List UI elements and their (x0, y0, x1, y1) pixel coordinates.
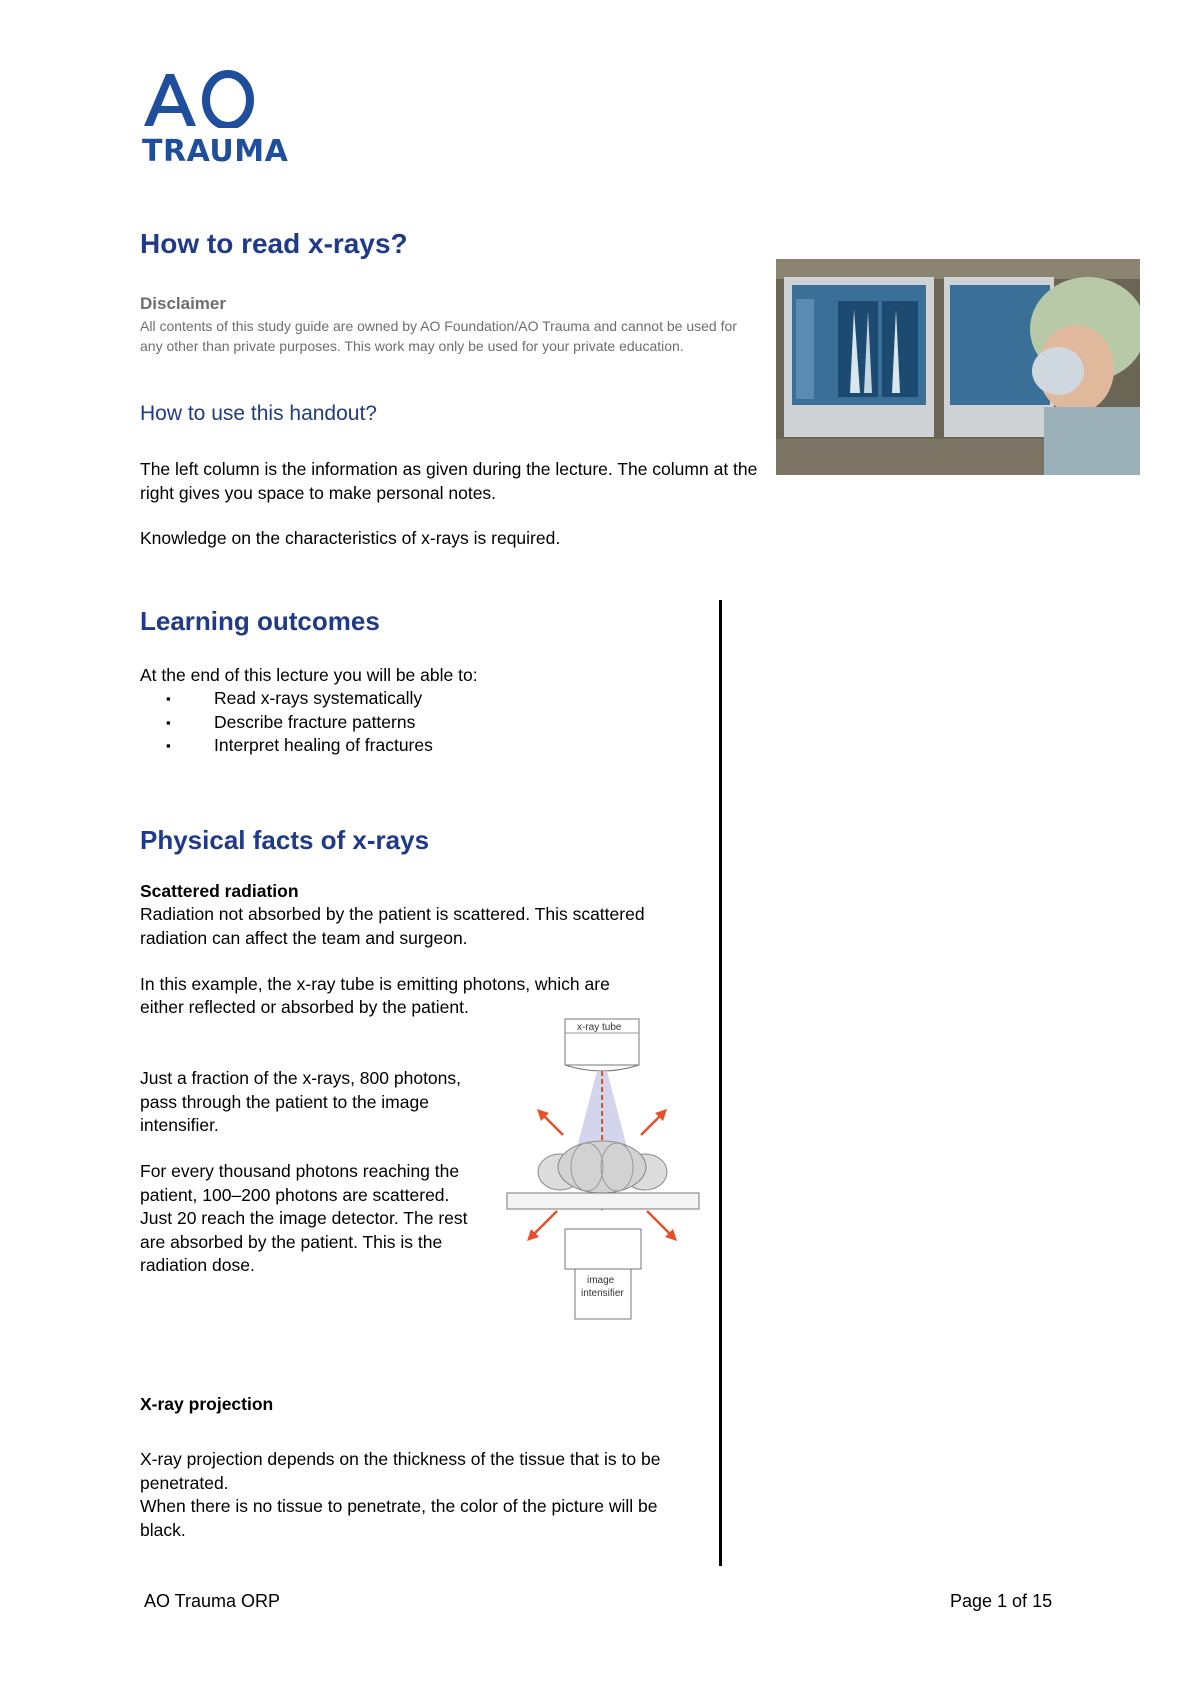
logo-trauma-text: TRAUMA (142, 134, 289, 169)
projection-paragraph-2: When there is no tissue to penetrate, the color of the picture will be black. (140, 1496, 658, 1540)
footer-left: AO Trauma ORP (144, 1591, 281, 1611)
list-item: ▪ Read x-rays systematically (166, 687, 433, 711)
disclaimer-text: All contents of this study guide are owned by AO Foundation/AO Trauma and cannot be used for any other than private purposes. This work may only be used for your private education. (140, 318, 737, 354)
physical-facts-heading: Physical facts of x-rays (140, 825, 430, 855)
intensifier-label-2: intensifier (581, 1288, 624, 1299)
column-divider (719, 600, 722, 1566)
surgeon-reading-xrays-photo (776, 259, 1140, 475)
scatter-paragraph-2b: either reflected or absorbed by the patient. (140, 997, 469, 1017)
tube-label: x-ray tube (577, 1022, 622, 1033)
scatter-paragraph-2a: In this example, the x-ray tube is emitting photons, which are (140, 974, 610, 994)
xray-projection-heading: X-ray projection (140, 1394, 274, 1414)
learning-outcomes-list (166, 687, 433, 758)
scatter-paragraph-1: Radiation not absorbed by the patient is scattered. This scattered radiation can affect the team and surgeon. (140, 904, 645, 948)
usage-paragraph-2: Knowledge on the characteristics of x-rays is required. (140, 528, 561, 548)
intensifier-label-1: image (587, 1275, 615, 1286)
disclaimer-heading: Disclaimer (140, 294, 226, 313)
scatter-paragraph-3: Just a fraction of the x-rays, 800 photons, pass through the patient to the image intensifier. (140, 1068, 462, 1135)
usage-heading: How to use this handout? (140, 402, 377, 425)
page-number: Page 1 of 15 (950, 1591, 1053, 1611)
learning-outcomes-heading: Learning outcomes (140, 606, 380, 636)
xray-scatter-diagram (505, 1015, 701, 1320)
list-item: ▪ Interpret healing of fractures (166, 734, 433, 758)
scatter-paragraph-4: For every thousand photons reaching the patient, 100–200 photons are scattered. Just 20 reach the image detector. The rest are absorbed by the patient. This is the radiation dose. (140, 1161, 468, 1275)
scattered-radiation-heading: Scattered radiation (140, 881, 299, 901)
list-item: ▪ Describe fracture patterns (166, 711, 433, 735)
usage-paragraph-1: The left column is the information as given during the lecture. The column at the right gives you space to make personal notes. (140, 459, 758, 503)
ao-logo-mark (140, 70, 255, 128)
projection-paragraph-1: X-ray projection depends on the thickness of the tissue that is to be penetrated. (140, 1449, 661, 1493)
page-title: How to read x-rays? (140, 228, 408, 259)
learning-outcomes-intro: At the end of this lecture you will be able to: (140, 665, 478, 685)
